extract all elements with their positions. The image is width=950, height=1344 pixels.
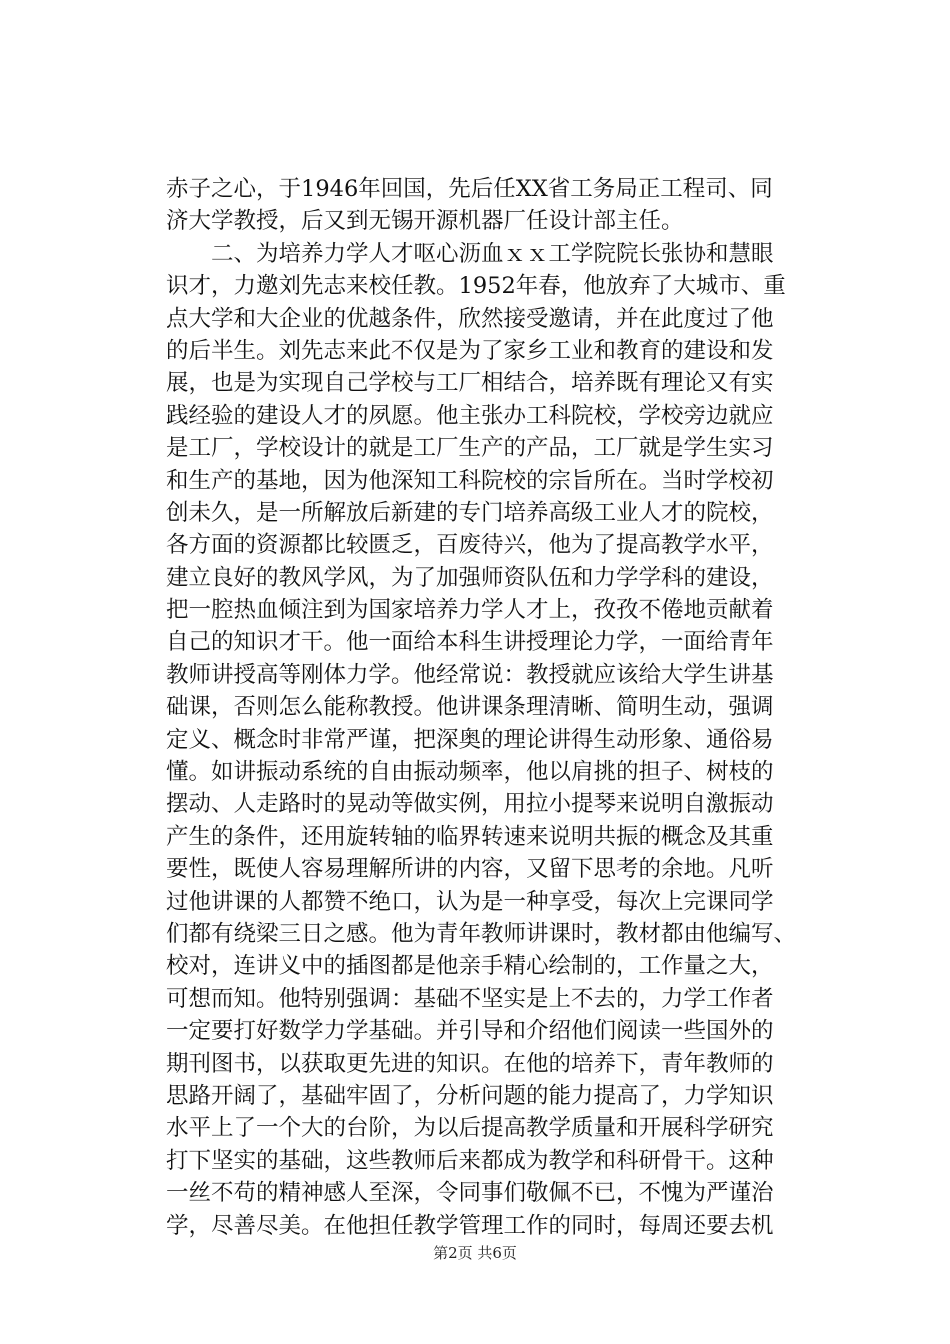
text-line: 把一腔热血倾注到为国家培养力学人才上，孜孜不倦地贡献着 <box>166 597 774 624</box>
text-line: 赤子之心，于1946年回国，先后任XX省工务局正工程司、同 <box>166 176 773 202</box>
text-line: 产生的条件，还用旋转轴的临界转速来说明共振的概念及其重 <box>166 823 774 850</box>
text-line: 自己的知识才干。他一面给本科生讲授理论力学，一面给青年 <box>166 629 774 656</box>
text-line: 学，尽善尽美。在他担任教学管理工作的同时，每周还要去机 <box>166 1212 774 1239</box>
text-line: 践经验的建设人才的夙愿。他主张办工科院校，学校旁边就应 <box>166 402 774 429</box>
page-number-footer: 第2页 共6页 <box>433 1244 517 1262</box>
text-line: 展，也是为实现自己学校与工厂相结合，培养既有理论又有实 <box>166 370 774 397</box>
text-line: 校对，连讲义中的插图都是他亲手精心绘制的，工作量之大， <box>166 953 774 980</box>
text-line: 摆动、人走路时的晃动等做实例，用拉小提琴来说明自激振动 <box>166 791 774 818</box>
text-line: 水平上了一个大的台阶，为以后提高教学质量和开展科学研究 <box>166 1115 774 1142</box>
text-line: 济大学教授，后又到无锡开源机器厂任设计部主任。 <box>166 208 684 235</box>
text-line: 期刊图书，以获取更先进的知识。在他的培养下，青年教师的 <box>166 1050 774 1077</box>
text-line: 过他讲课的人都赞不绝口，认为是一种享受，每次上完课同学 <box>166 888 774 915</box>
text-line: 一定要打好数学力学基础。并引导和介绍他们阅读一些国外的 <box>166 1018 774 1045</box>
text-line: 思路开阔了，基础牢固了，分析问题的能力提高了，力学知识 <box>166 1082 774 1109</box>
text-line: 懂。如讲振动系统的自由振动频率，他以肩挑的担子、树枝的 <box>166 759 774 786</box>
text-line: 打下坚实的基础，这些教师后来都成为教学和科研骨干。这种 <box>166 1147 774 1174</box>
text-line: 们都有绕梁三日之感。他为青年教师讲课时，教材都由他编写、 <box>166 920 797 947</box>
text-line: 二、为培养力学人才呕心沥血ｘｘ工学院院长张协和慧眼 <box>166 240 774 267</box>
text-line: 教师讲授高等刚体力学。他经常说：教授就应该给大学生讲基 <box>166 661 774 688</box>
text-line: 础课，否则怎么能称教授。他讲课条理清晰、简明生动，强调 <box>166 694 774 721</box>
text-line: 是工厂，学校设计的就是工厂生产的产品，工厂就是学生实习 <box>166 435 774 462</box>
text-line: 建立良好的教风学风，为了加强师资队伍和力学学科的建设， <box>166 564 774 591</box>
text-line: 的后半生。刘先志来此不仅是为了家乡工业和教育的建设和发 <box>166 337 774 364</box>
text-line: 一丝不苟的精神感人至深，令同事们敬佩不已，不愧为严谨治 <box>166 1180 774 1207</box>
text-line: 定义、概念时非常严谨，把深奥的理论讲得生动形象、通俗易 <box>166 726 774 753</box>
text-line: 各方面的资源都比较匮乏，百废待兴，他为了提高教学水平， <box>166 532 774 559</box>
document-body <box>166 173 797 1242</box>
text-line: 识才，力邀刘先志来校任教。1952年春，他放弃了大城市、重 <box>166 273 786 300</box>
text-line: 要性，既使人容易理解所讲的内容，又留下思考的余地。凡听 <box>166 856 774 883</box>
text-line: 可想而知。他特别强调：基础不坚实是上不去的，力学工作者 <box>166 985 774 1012</box>
text-line: 创未久，是一所解放后新建的专门培养高级工业人才的院校， <box>166 499 774 526</box>
text-line: 和生产的基地，因为他深知工科院校的宗旨所在。当时学校初 <box>166 467 774 494</box>
text-line: 点大学和大企业的优越条件，欣然接受邀请，并在此度过了他 <box>166 305 774 332</box>
